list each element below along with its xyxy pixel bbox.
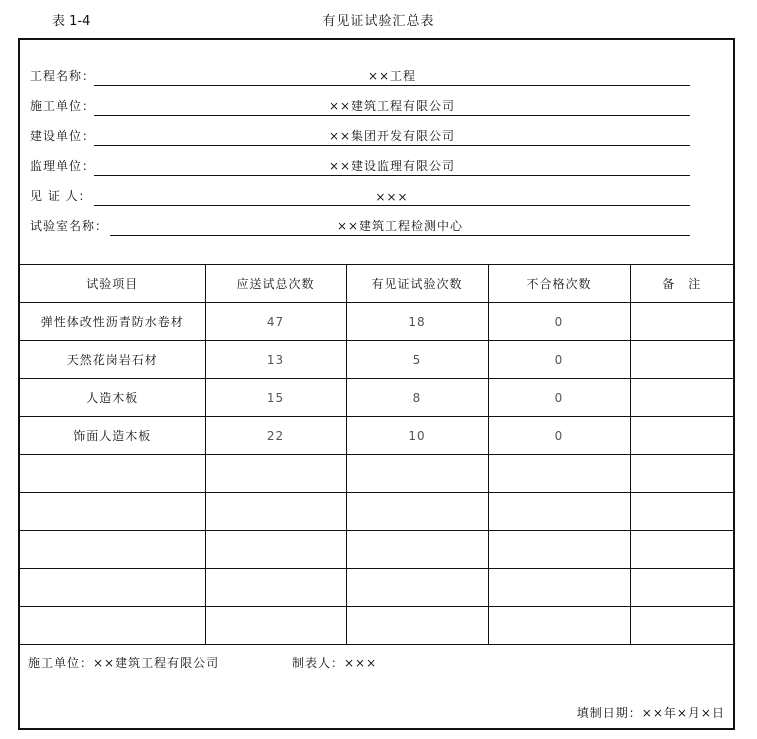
column-header: 备 注: [630, 265, 733, 303]
cell-failed: 0: [488, 341, 630, 379]
table-row-empty: [20, 455, 733, 493]
info-value: ××建筑工程有限公司: [328, 99, 456, 113]
info-label: 试验室名称：: [30, 219, 109, 233]
info-value: ××建筑工程检测中心: [336, 219, 464, 233]
footer-date: 填制日期：××年×月×日: [576, 706, 725, 720]
form-frame: [18, 38, 735, 730]
cell-total: 13: [205, 341, 346, 379]
info-label: 建设单位：: [30, 129, 96, 143]
info-row-supervisor: [30, 156, 690, 176]
cell-remark: [630, 379, 733, 417]
column-header: 有见证试验次数: [346, 265, 488, 303]
info-row-laboratory: [30, 216, 690, 236]
info-row-developer: [30, 126, 690, 146]
cell-total: 15: [205, 379, 346, 417]
info-value: ××集团开发有限公司: [328, 129, 456, 143]
summary-table: [20, 264, 733, 645]
table-header-row: [20, 265, 733, 303]
info-label: 见 证 人：: [30, 189, 92, 203]
info-label: 监理单位：: [30, 159, 96, 173]
table-row-empty: [20, 569, 733, 607]
underline: [94, 205, 690, 206]
cell-item: 人造木板: [20, 379, 205, 417]
cell-remark: [630, 417, 733, 455]
cell-failed: 0: [488, 379, 630, 417]
underline: [94, 175, 690, 176]
column-header: 试验项目: [20, 265, 205, 303]
cell-witnessed: 8: [346, 379, 488, 417]
column-header: 不合格次数: [488, 265, 630, 303]
table-number: 表 1-4: [52, 14, 91, 29]
table-row-empty: [20, 493, 733, 531]
cell-item: 天然花岗岩石材: [20, 341, 205, 379]
table-row: [20, 379, 733, 417]
table-row-empty: [20, 607, 733, 645]
table-row: [20, 341, 733, 379]
info-value: ××建设监理有限公司: [328, 159, 456, 173]
cell-witnessed: 5: [346, 341, 488, 379]
cell-remark: [630, 303, 733, 341]
info-row-project: [30, 66, 690, 86]
info-row-witness: [30, 186, 690, 206]
table-row: [20, 417, 733, 455]
cell-failed: 0: [488, 303, 630, 341]
cell-remark: [630, 341, 733, 379]
footer-preparer: 制表人：×××: [292, 656, 378, 670]
column-header: 应送试总次数: [205, 265, 346, 303]
cell-witnessed: 10: [346, 417, 488, 455]
underline: [94, 145, 690, 146]
cell-failed: 0: [488, 417, 630, 455]
cell-item: 饰面人造木板: [20, 417, 205, 455]
info-label: 施工单位：: [30, 99, 96, 113]
info-value: ×××: [375, 190, 409, 204]
table-row-empty: [20, 531, 733, 569]
table-row: [20, 303, 733, 341]
info-label: 工程名称：: [30, 69, 96, 83]
cell-witnessed: 18: [346, 303, 488, 341]
page-title: 有见证试验汇总表: [322, 14, 435, 29]
cell-total: 47: [205, 303, 346, 341]
info-row-contractor: [30, 96, 690, 116]
underline: [110, 235, 690, 236]
cell-item: 弹性体改性沥青防水卷材: [20, 303, 205, 341]
cell-total: 22: [205, 417, 346, 455]
underline: [94, 115, 690, 116]
footer-contractor: 施工单位：××建筑工程有限公司: [28, 656, 220, 670]
underline: [94, 85, 690, 86]
info-value: ××工程: [367, 69, 417, 83]
